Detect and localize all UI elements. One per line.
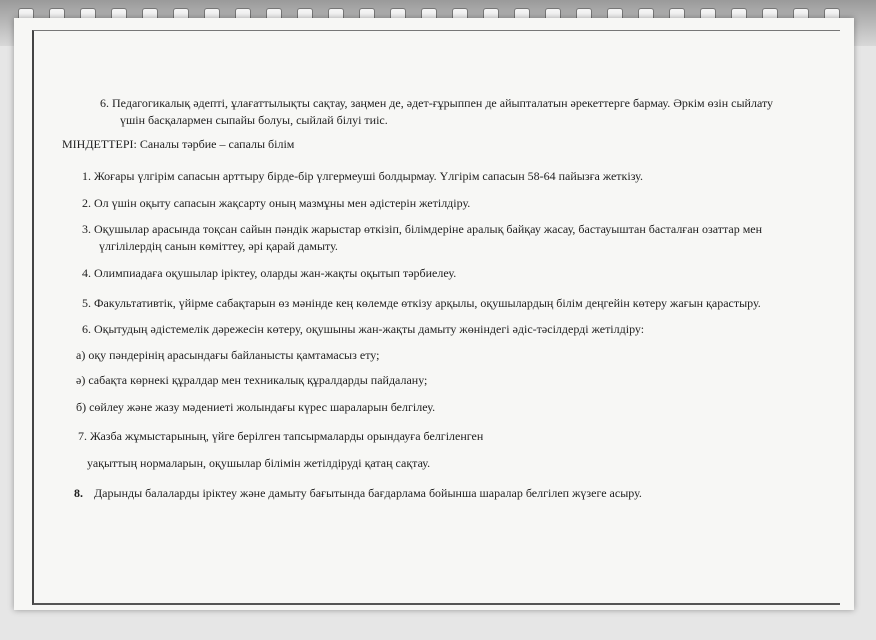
intro-item-6-line-1: 6. Педагогикалық әдепті, ұлағаттылықты сақтау, заңмен де, әдет-ғұрыппен де айыпталатын әрекеттерге бармау. Әркім өзін сыйлату: [100, 96, 774, 110]
section-heading: МІНДЕТТЕРІ: Саналы тәрбие – сапалы білім: [62, 137, 295, 151]
task-8-text: Дарынды балаларды іріктеу және дамыту бағытында бағдарлама бойынша шаралар белгілеп жүзеге асыру.: [94, 486, 642, 500]
task-4: 4. Олимпиадаға оқушылар іріктеу, оларды жан-жақты оқытып тәрбиелеу.: [82, 266, 457, 280]
task-7-line-1: 7. Жазба жұмыстарының, үйге берілген тапсырмаларды орындауға белгіленген: [78, 429, 484, 443]
task-8-number: 8.: [74, 486, 83, 500]
subitem-a: а) оқу пәндерінің арасындағы байланысты қамтамасыз ету;: [76, 348, 380, 362]
task-5: 5. Факультативтік, үйірме сабақтарын өз мәнінде кең көлемде өткізу арқылы, оқушылардың білім деңгейін көтеру жағын қарастыру.: [82, 296, 761, 310]
subitem-ae: ә) сабақта көрнекі құралдар мен техникалық құралдарды пайдалану;: [76, 373, 428, 387]
intro-item-6-line-2: үшін басқалармен сыпайы болуы, сыйлай білуі тиіс.: [120, 113, 388, 127]
task-6: 6. Оқытудың әдістемелік дәрежесін көтеру, оқушыны жан-жақты дамыту жөніндегі әдіс-тәсілдерді жетілдіру:: [82, 322, 645, 336]
task-2: 2. Ол үшін оқыту сапасын жақсарту оның мазмұны мен әдістерін жетілдіру.: [82, 196, 471, 210]
task-3-line-2: үлгілілердің санын көміттеу, әрі қарай дамыту.: [99, 239, 338, 253]
task-7-line-2: уақыттың нормаларын, оқушылар білімін жетілдіруді қатаң сақтау.: [87, 456, 431, 470]
task-3-line-1: 3. Оқушылар арасында тоқсан сайын пәндік жарыстар өткізіп, білімдеріне аралық байқау жасау, бастауыштан басталған озаттар мен: [82, 222, 763, 236]
subitem-b: б) сөйлеу және жазу мәдениеті жолындағы күрес шараларын белгілеу.: [76, 400, 436, 414]
task-1: 1. Жоғары үлгірім сапасын арттыру бірде-бір үлгермеуші болдырмау. Үлгірім сапасын 58-64 пайызға жеткізу.: [82, 169, 643, 183]
